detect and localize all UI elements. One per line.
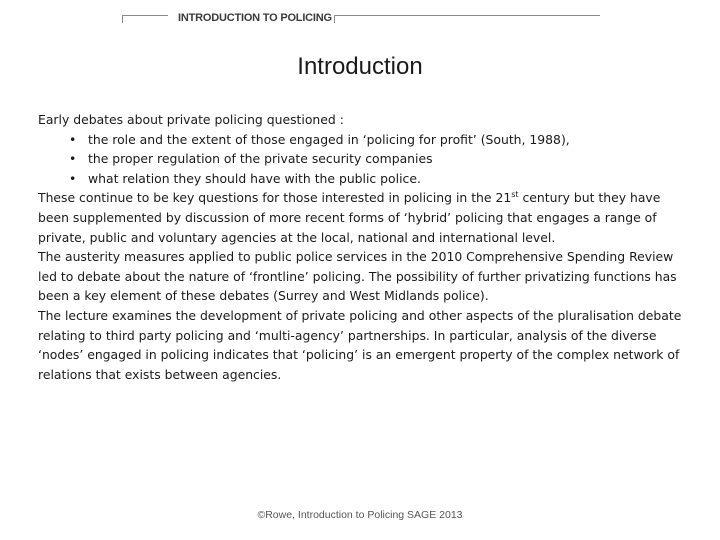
question-list <box>38 130 688 189</box>
paragraph-key-questions-start: These continue to be key questions for those interested in policing in the 21 <box>38 190 512 206</box>
list-item <box>38 169 688 189</box>
slide-title: Introduction <box>297 53 423 80</box>
intro-text: Early debates about private policing questioned : <box>38 112 344 127</box>
footer-copyright: ©Rowe, Introduction to Policing SAGE 2013 <box>257 509 463 521</box>
bullet-glyph: • <box>69 170 77 186</box>
ordinal-suffix: st <box>511 190 519 200</box>
list-item <box>38 149 688 169</box>
slide-body <box>38 110 688 384</box>
header-tick-right <box>334 15 335 23</box>
header-title: INTRODUCTION TO POLICING <box>178 12 332 24</box>
list-item-text: the proper regulation of the private security companies <box>88 151 433 167</box>
paragraph-lecture: The lecture examines the development of private policing and other aspects of the pluralisation debate relating to third party policing and ‘multi-agency’ partnerships. In particular, analysis of the diverse ‘nodes’ engaged in policing indicates that ‘policing’ is an emergent property of the complex network of relations that exists between agencies. <box>38 307 682 382</box>
header-bar <box>122 11 600 25</box>
header-rule-right <box>334 15 600 16</box>
bullet-glyph: • <box>69 131 77 147</box>
list-item-text: the role and the extent of those engaged in ‘policing for profit’ (South, 1988), <box>88 131 570 147</box>
paragraph-austerity: The austerity measures applied to public police services in the 2010 Comprehensive Spending Review led to debate about the nature of ‘frontline’ policing. The possibility of further privatizing functions has been a key element of these debates (Surrey and West Midlands police). <box>38 249 677 304</box>
paragraph-key-questions <box>38 188 688 247</box>
bullet-glyph: • <box>69 151 77 167</box>
list-item <box>38 130 688 150</box>
paragraph-key-questions-end: century but they have been supplemented by discussion of more recent forms of ‘hybrid’ policing that engages a range of private, public and voluntary agencies at the local, national and international level. <box>38 190 661 245</box>
header-rule-left <box>122 15 168 16</box>
header-tick-left <box>122 15 123 23</box>
list-item-text: what relation they should have with the public police. <box>88 170 421 186</box>
